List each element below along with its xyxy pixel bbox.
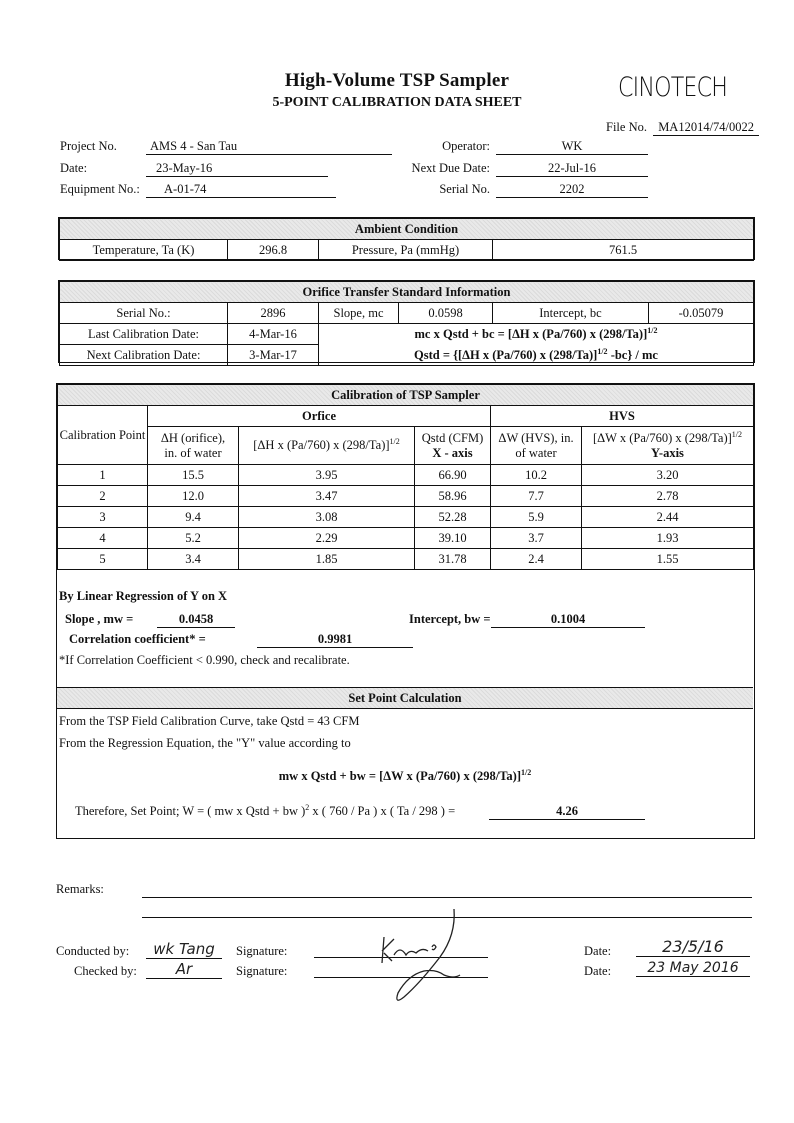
correlation-note: *If Correlation Coefficient < 0.990, check and recalibrate.: [59, 653, 350, 667]
cell-qstd: 31.78: [415, 549, 491, 570]
cell-delta-h: 5.2: [148, 528, 239, 549]
cell-delta-h: 15.5: [148, 465, 239, 486]
correlation-label: Correlation coefficient* =: [69, 632, 206, 646]
table-row: [58, 507, 754, 528]
cell-delta-h-calc: 2.29: [239, 528, 415, 549]
setpoint-line-1: From the TSP Field Calibration Curve, take Qstd = 43 CFM: [59, 714, 360, 728]
signature-scribble: [370, 905, 480, 1010]
signature-label-1: Signature:: [236, 944, 288, 958]
cell-qstd: 52.28: [415, 507, 491, 528]
setpoint-equation: mw x Qstd + bw = [ΔW x (Pa/760) x (298/Ta)]$^{1/2}$: [278, 768, 532, 784]
conducted-by-handwriting: wk Tang: [146, 940, 222, 959]
orifice-serial-value: 2896: [228, 303, 319, 324]
col-qstd: Qstd (CFM) X - axis: [415, 427, 491, 465]
cell-delta-w-calc: 3.20: [582, 465, 754, 486]
cell-delta-w: 2.4: [491, 549, 582, 570]
next-due-label: Next Due Date:: [411, 161, 490, 175]
col-delta-w-calc: [ΔW x (Pa/760) x (298/Ta)]$^{1/2}$ Y-axis: [582, 427, 754, 465]
setpoint-line-2: From the Regression Equation, the "Y" value according to: [59, 736, 351, 750]
page-title: High-Volume TSP Sampler: [284, 70, 510, 91]
cell-qstd: 66.90: [415, 465, 491, 486]
date-label-1: Date:: [584, 944, 612, 958]
slope-mc-label: Slope, mc: [319, 303, 399, 324]
pressure-label: Pressure, Pa (mmHg): [319, 240, 493, 261]
intercept-bw-value: 0.1004: [491, 612, 645, 628]
file-no: [606, 120, 759, 136]
table-row: [58, 465, 754, 486]
next-due-value: 22-Jul-16: [496, 161, 648, 177]
ambient-section: [58, 217, 755, 260]
orifice-serial-label: Serial No.:: [60, 303, 228, 324]
date-handwriting-1: 23/5/16: [636, 937, 750, 957]
calibration-section: [56, 383, 755, 839]
cell-point: 4: [58, 528, 148, 549]
last-cal-value: 4-Mar-16: [228, 324, 319, 345]
orifice-equation-2: Qstd = {[ΔH x (Pa/760) x (298/Ta)]$^{1/2}$ -bc} / mc: [319, 345, 754, 366]
last-cal-label: Last Calibration Date:: [60, 324, 228, 345]
setpoint-heading: Set Point Calculation: [57, 687, 753, 709]
cell-delta-w-calc: 2.44: [582, 507, 754, 528]
company-logo: CINOTECH: [618, 72, 728, 103]
equipment-value: A-01-74: [146, 182, 336, 198]
remarks-label: Remarks:: [56, 882, 104, 896]
cell-point: 3: [58, 507, 148, 528]
conducted-by-label: Conducted by:: [56, 944, 130, 958]
setpoint-result: 4.26: [489, 804, 645, 820]
col-delta-h: ΔH (orifice), in. of water: [148, 427, 239, 465]
calibration-table: [57, 384, 754, 570]
operator-value: WK: [496, 139, 648, 155]
cell-delta-w: 3.7: [491, 528, 582, 549]
signature-label-2: Signature:: [236, 964, 288, 978]
cell-delta-w: 7.7: [491, 486, 582, 507]
equipment-label: Equipment No.:: [60, 182, 140, 196]
cell-delta-h-calc: 3.95: [239, 465, 415, 486]
slope-mc-value: 0.0598: [399, 303, 493, 324]
cell-delta-h-calc: 3.47: [239, 486, 415, 507]
pressure-value: 761.5: [493, 240, 754, 261]
date-handwriting-2: 23 May 2016: [636, 960, 750, 977]
cell-point: 1: [58, 465, 148, 486]
calibration-heading: Calibration of TSP Sampler: [58, 385, 754, 406]
date-value: 23-May-16: [146, 161, 328, 177]
project-label: Project No.: [60, 139, 117, 153]
page-subtitle: 5-POINT CALIBRATION DATA SHEET: [272, 95, 522, 110]
cell-delta-h: 9.4: [148, 507, 239, 528]
file-no-value: MA12014/74/0022: [653, 120, 759, 136]
orifice-section: [58, 280, 755, 363]
col-delta-h-calc: [ΔH x (Pa/760) x (298/Ta)]$^{1/2}$: [239, 427, 415, 465]
slope-mw-label: Slope , mw =: [65, 612, 134, 626]
slope-mw-value: 0.0458: [157, 612, 235, 628]
cell-delta-w-calc: 2.78: [582, 486, 754, 507]
file-no-label: File No.: [606, 120, 647, 134]
orifice-equation-1: mc x Qstd + bc = [ΔH x (Pa/760) x (298/Ta)]$^{1/2}$: [319, 324, 754, 345]
cell-point: 2: [58, 486, 148, 507]
cell-delta-h: 12.0: [148, 486, 239, 507]
correlation-value: 0.9981: [257, 632, 413, 648]
table-row: [58, 486, 754, 507]
cell-delta-h-calc: 1.85: [239, 549, 415, 570]
cell-delta-w-calc: 1.55: [582, 549, 754, 570]
operator-label: Operator:: [442, 139, 490, 153]
project-value: AMS 4 - San Tau: [146, 139, 392, 155]
setpoint-formula: Therefore, Set Point; W = ( mw x Qstd + bw )$^2$ x ( 760 / Pa ) x ( Ta / 298 ) =: [75, 803, 456, 819]
cell-delta-w: 5.9: [491, 507, 582, 528]
serial-label: Serial No.: [439, 182, 490, 196]
next-cal-label: Next Calibration Date:: [60, 345, 228, 366]
next-cal-value: 3-Mar-17: [228, 345, 319, 366]
intercept-bc-value: -0.05079: [649, 303, 754, 324]
group-orifice: Orfice: [148, 406, 491, 427]
date-label-2: Date:: [584, 964, 612, 978]
col-calibration-point: Calibration Point: [58, 406, 148, 465]
checked-by-handwriting: Ar: [146, 960, 222, 979]
intercept-bc-label: Intercept, bc: [493, 303, 649, 324]
cell-qstd: 39.10: [415, 528, 491, 549]
group-hvs: HVS: [491, 406, 754, 427]
date-label: Date:: [60, 161, 88, 175]
cell-delta-h-calc: 3.08: [239, 507, 415, 528]
temperature-label: Temperature, Ta (K): [60, 240, 228, 261]
cell-point: 5: [58, 549, 148, 570]
cell-delta-h: 3.4: [148, 549, 239, 570]
cell-delta-w-calc: 1.93: [582, 528, 754, 549]
checked-by-label: Checked by:: [74, 964, 137, 978]
cell-qstd: 58.96: [415, 486, 491, 507]
table-row: [58, 549, 754, 570]
remarks-line-1: [142, 897, 752, 898]
regression-heading: By Linear Regression of Y on X: [59, 589, 228, 603]
ambient-heading: Ambient Condition: [60, 219, 754, 240]
orifice-heading: Orifice Transfer Standard Information: [60, 282, 754, 303]
table-row: [58, 528, 754, 549]
intercept-bw-label: Intercept, bw =: [409, 612, 491, 626]
col-delta-w: ΔW (HVS), in. of water: [491, 427, 582, 465]
temperature-value: 296.8: [228, 240, 319, 261]
serial-value: 2202: [496, 182, 648, 198]
cell-delta-w: 10.2: [491, 465, 582, 486]
